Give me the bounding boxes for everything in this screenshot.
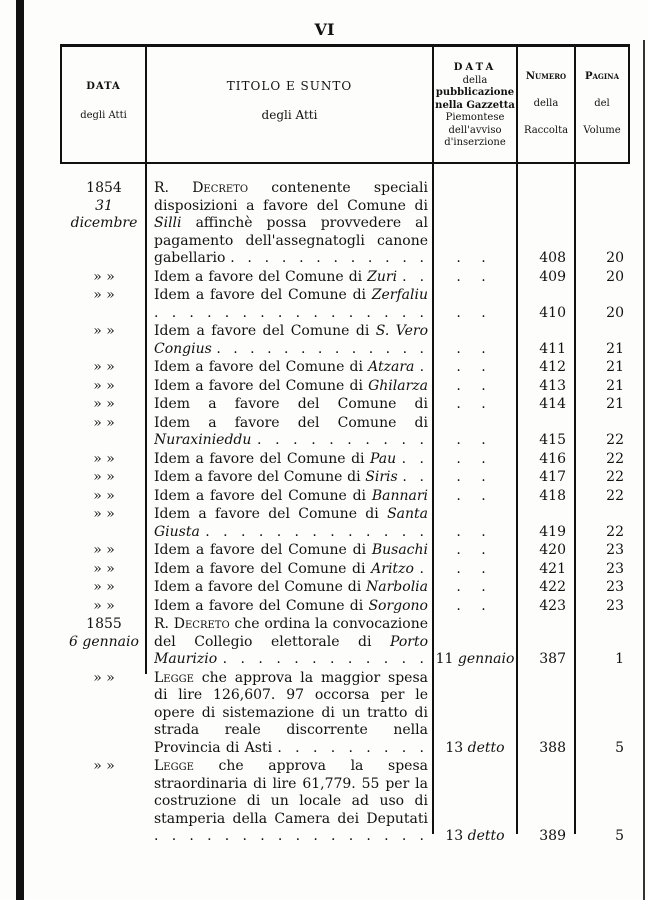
- row-volume-page: 23: [606, 597, 624, 614]
- row-volume-page: 23: [606, 560, 624, 577]
- header-number: Numero della Raccolta: [523, 71, 569, 136]
- row-date: [62, 287, 146, 305]
- row-title: Idem a favore del Comune di Siris . .: [154, 469, 428, 485]
- row-date: [62, 579, 146, 597]
- row-date: [62, 415, 146, 433]
- row-date-line: » »: [93, 396, 115, 412]
- row-volume-page: 21: [606, 359, 624, 375]
- row-gazette-date: . .: [456, 250, 494, 266]
- row-collection-number: 387: [539, 651, 566, 667]
- row-title: Idem a favore del Comune di Aritzo .: [154, 560, 428, 577]
- row-gazette-date: 13 detto: [445, 828, 505, 844]
- row-gazette-date: . .: [456, 579, 494, 595]
- row-collection-number: 411: [539, 340, 566, 357]
- row-gazette-date: 11 gennaio: [435, 651, 515, 667]
- row-title: Idem a favore del Comune di Ghilarza: [154, 377, 428, 394]
- row-collection-number: 417: [539, 469, 566, 485]
- row-date-line: » »: [93, 579, 115, 595]
- row-collection-number: 419: [539, 523, 566, 540]
- row-volume-page: 20: [606, 250, 624, 266]
- row-collection-number: 388: [539, 739, 566, 756]
- row-collection-number: 420: [539, 542, 566, 558]
- row-date-line: » »: [93, 487, 115, 504]
- row-date: [62, 561, 146, 579]
- row-date-line: » »: [93, 377, 115, 394]
- row-volume-page: 22: [606, 487, 624, 504]
- row-date: [62, 598, 146, 616]
- row-date: [62, 506, 146, 524]
- row-volume-page: 22: [606, 469, 624, 485]
- row-gazette-date: . .: [456, 597, 494, 614]
- row-date: [62, 396, 146, 414]
- row-collection-number: 418: [539, 487, 566, 504]
- row-title: Idem a favore del Comune di Bannari: [154, 487, 428, 504]
- row-date: [62, 488, 146, 506]
- page-number: VI: [314, 20, 335, 39]
- row-collection-number: 414: [539, 396, 566, 412]
- row-volume-page: 20: [606, 268, 624, 285]
- row-collection-number: 408: [539, 250, 566, 266]
- header-title: TITOLO E SUNTO degli Atti: [226, 79, 353, 122]
- row-date-line: » »: [93, 268, 115, 285]
- page-edge: [643, 40, 645, 900]
- row-date-line: » »: [93, 669, 115, 686]
- row-date: [62, 269, 146, 287]
- row-title: R. Decreto che ordina la convocazione del Collegio elettorale di Porto Maurizio . . . . . . . . . . . .: [154, 616, 428, 667]
- row-date-line: 1854: [86, 180, 122, 196]
- row-date-line: » »: [93, 287, 115, 303]
- row-date-line: » »: [93, 506, 115, 522]
- row-gazette-date: . .: [456, 432, 494, 448]
- row-volume-page: 23: [606, 542, 624, 558]
- row-title: Idem a favore del Comune di Sorgono: [154, 597, 428, 614]
- row-volume-page: 22: [606, 432, 624, 448]
- row-title: Legge che approva la maggior spesa di lire 126,607. 97 occorsa per le opere di sistemazione di un tratto di strada reale discorrente nella Provincia di Asti . . . . . . . . .: [154, 669, 428, 756]
- row-collection-number: 413: [539, 377, 566, 394]
- row-volume-page: 23: [606, 579, 624, 595]
- row-title: Idem a favore del Comune di Pau . .: [154, 450, 428, 467]
- row-date: [62, 323, 146, 341]
- row-date-line: » »: [93, 359, 115, 375]
- row-volume-page: 21: [606, 340, 624, 357]
- row-collection-number: 389: [539, 828, 566, 844]
- row-gazette-date: . .: [456, 340, 494, 357]
- row-title: Idem a favore del Comune di Zuri . .: [154, 268, 428, 285]
- row-date: [62, 616, 146, 651]
- row-date-line: » »: [93, 597, 115, 614]
- row-date-line: » »: [93, 560, 115, 577]
- row-gazette-date: . .: [456, 450, 494, 467]
- row-title: Idem a favore del Comune di: [154, 396, 428, 412]
- row-date: [62, 542, 146, 560]
- row-gazette-date: . .: [456, 304, 494, 321]
- row-gazette-date: . .: [456, 377, 494, 394]
- row-date: [62, 469, 146, 487]
- row-date: [62, 670, 146, 688]
- row-volume-page: 21: [606, 396, 624, 412]
- header-gazette: DATA della pubblicazione nella Gazzetta Piemontese dell'avviso d'inserzione: [435, 62, 515, 148]
- row-gazette-date: . .: [456, 469, 494, 485]
- row-title: Idem a favore del Comune di Atzara .: [154, 359, 428, 375]
- row-collection-number: 422: [539, 579, 566, 595]
- row-collection-number: 421: [539, 560, 566, 577]
- header-page: Pagina del Volume: [583, 71, 621, 136]
- row-date-line: » »: [93, 450, 115, 467]
- row-volume-page: 5: [615, 828, 624, 844]
- row-date-line: 1855: [86, 616, 122, 632]
- row-date-line: » »: [93, 414, 115, 431]
- row-gazette-date: . .: [456, 268, 494, 285]
- row-collection-number: 409: [539, 268, 566, 285]
- row-volume-page: 20: [606, 304, 624, 321]
- row-title: Legge che approva la spesa straordinaria di lire 61,779. 55 per la costruzione di un locale ad uso di stamperia della Camera dei Deputati . . . . . . . . . . . . . . . .: [154, 758, 428, 844]
- row-gazette-date: . .: [456, 560, 494, 577]
- header-date: DATA degli Atti: [80, 81, 127, 121]
- row-date-line: 31 dicembre: [70, 197, 138, 231]
- binding-edge: [16, 0, 24, 900]
- row-gazette-date: . .: [456, 396, 494, 412]
- row-title: R. Decreto contenente speciali disposizioni a favore del Comune di Silli affinchè possa provvedere al pagamento dell'assegnatogli canone gabellario . . . . . . . . . . . .: [154, 180, 428, 266]
- row-volume-page: 22: [606, 450, 624, 467]
- row-date: [62, 378, 146, 396]
- row-title: Idem a favore del Comune di S. Vero Congius . . . . . . . . . . . . .: [154, 323, 428, 357]
- row-date-line: » »: [93, 542, 115, 558]
- row-date-line: 6 gennaio: [69, 633, 139, 650]
- row-title: Idem a favore del Comune di Narbolia: [154, 579, 428, 595]
- row-gazette-date: . .: [456, 523, 494, 540]
- row-title: Idem a favore del Comune di Nuraxinieddu . . . . . . . . . .: [154, 414, 428, 448]
- row-gazette-date: . .: [456, 487, 494, 504]
- row-title: Idem a favore del Comune di Busachi: [154, 542, 428, 558]
- row-date: [62, 180, 146, 233]
- row-title: Idem a favore del Comune di Santa Giusta . . . . . . . . . . . . .: [154, 506, 428, 540]
- row-date: [62, 758, 146, 776]
- row-date-line: » »: [93, 758, 115, 774]
- row-collection-number: 423: [539, 597, 566, 614]
- row-date-line: » »: [93, 323, 115, 339]
- row-gazette-date: . .: [456, 359, 494, 375]
- row-collection-number: 412: [539, 359, 566, 375]
- col-rule-right: [628, 44, 630, 164]
- row-volume-page: 5: [615, 739, 624, 756]
- row-volume-page: 1: [615, 651, 624, 667]
- row-gazette-date: . .: [456, 542, 494, 558]
- row-volume-page: 22: [606, 523, 624, 540]
- row-collection-number: 415: [539, 432, 566, 448]
- row-collection-number: 416: [539, 450, 566, 467]
- row-volume-page: 21: [606, 377, 624, 394]
- row-date: [62, 451, 146, 469]
- row-date-line: » »: [93, 469, 115, 485]
- row-collection-number: 410: [539, 304, 566, 321]
- row-date: [62, 359, 146, 377]
- row-gazette-date: 13 detto: [445, 739, 505, 756]
- row-title: Idem a favore del Comune di Zerfaliu . . . . . . . . . . . . . . . .: [154, 287, 428, 321]
